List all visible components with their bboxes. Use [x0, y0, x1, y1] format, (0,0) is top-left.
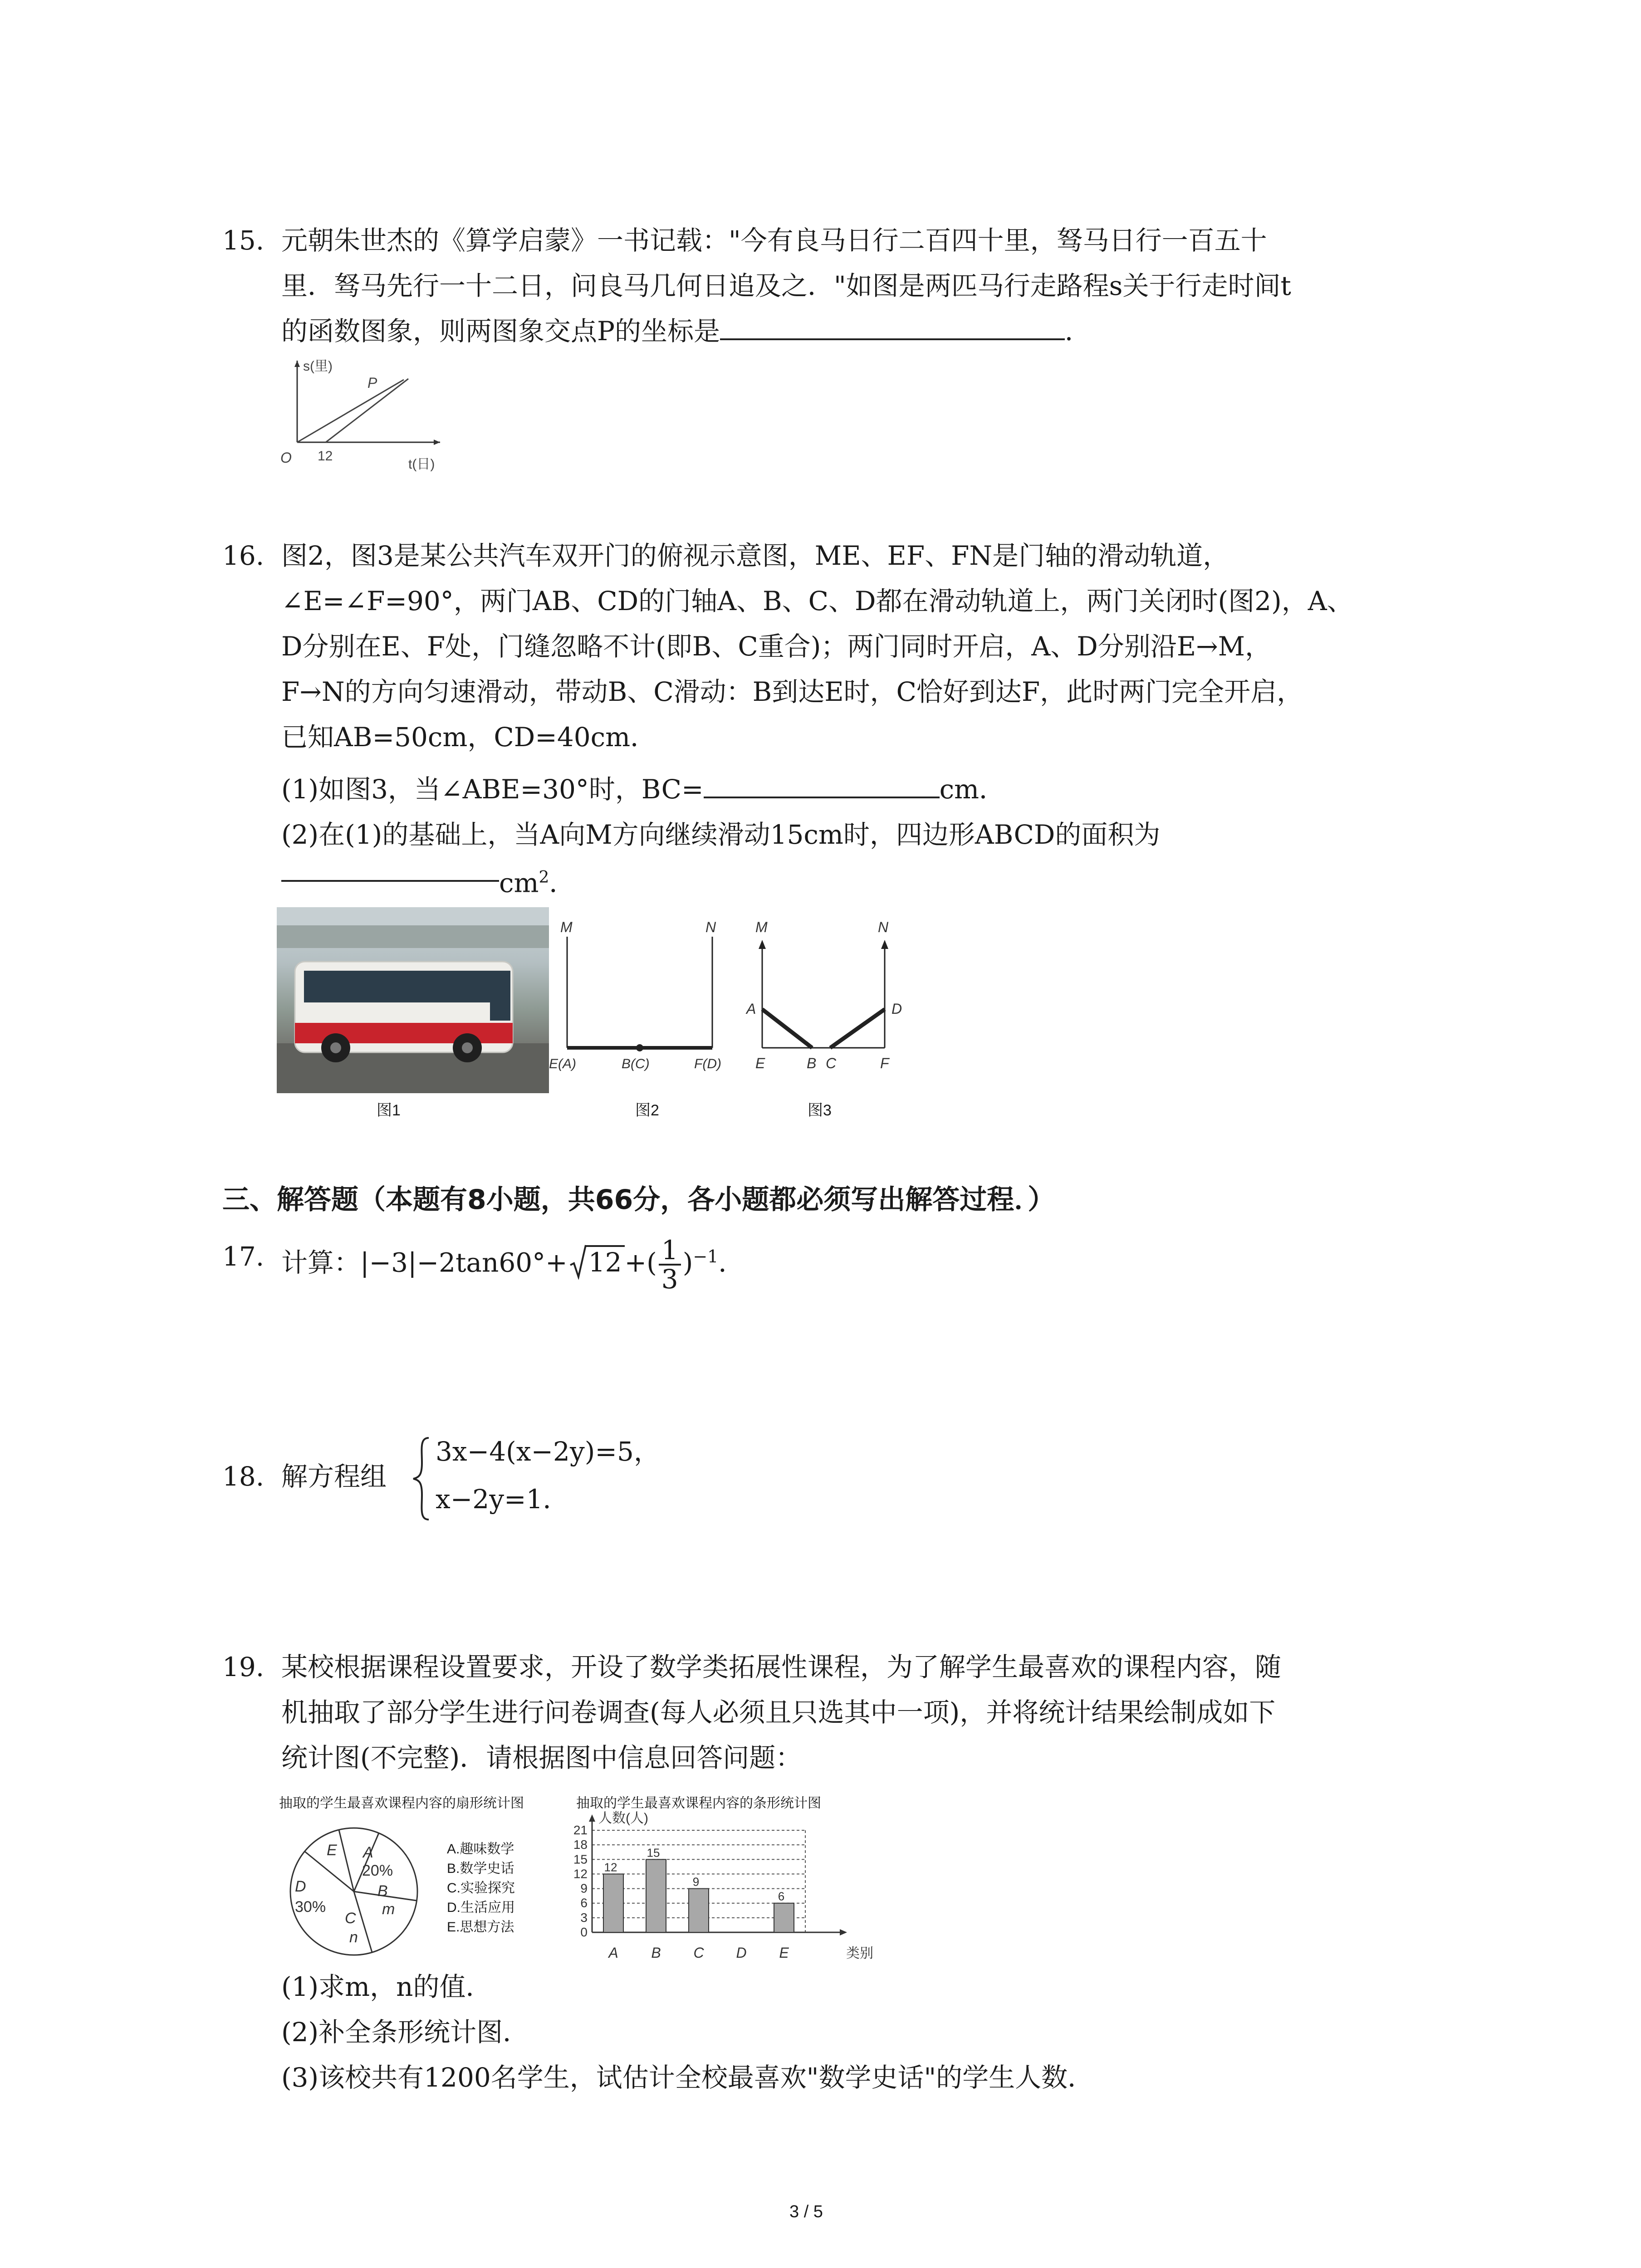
q15-graph: [272, 352, 463, 476]
q19-text-line2: 机抽取了部分学生进行问卷调查(每人必须且只选其中一项)，并将统计结果绘制成如下: [281, 1697, 1276, 1728]
y-tick-label: 18: [573, 1838, 588, 1852]
q15-text-line2: 里．驽马先行一十二日，问良马几何日追及之．"如图是两匹马行走路程s关于行走时间t: [281, 270, 1291, 301]
fig2-label-EA: E(A): [549, 1056, 576, 1071]
fig2-label-FD: F(D): [694, 1056, 721, 1071]
q18-eq2: x−2y=1．: [436, 1484, 569, 1515]
page-number: 3 / 5: [789, 2202, 823, 2221]
bar-value-label: 15: [647, 1846, 660, 1860]
pie-label-D: D: [295, 1878, 306, 1895]
q18-brace-icon: [411, 1436, 433, 1522]
category-label: E: [779, 1945, 789, 1961]
q19-pie-title: 抽取的学生最喜欢课程内容的扇形统计图: [279, 1796, 524, 1811]
q15-line3-text: 的函数图象，则两图象交点P的坐标是: [281, 316, 720, 347]
q16-figure1-bus-photo: [277, 907, 549, 1093]
q16-sub2-unit-cm: cm: [499, 867, 539, 899]
bar-C: [689, 1889, 709, 1932]
q19-number: 19.: [222, 1652, 265, 1682]
q16-sub1: [281, 767, 1005, 812]
legend-item-b: B.数学史话: [447, 1861, 514, 1876]
q16-sub2: (2)在(1)的基础上，当A向M方向继续滑动15cm时，四边形ABCD的面积为: [281, 819, 1161, 850]
pie-divider-E-A: [339, 1830, 354, 1892]
q16-fig1-caption: 图1: [377, 1102, 401, 1119]
q19-pie-chart: [281, 1823, 445, 1960]
q17-fraction: [659, 1237, 681, 1293]
pie-label-B: B: [377, 1882, 388, 1900]
legend-item-d: D.生活应用: [447, 1900, 515, 1915]
q17-plus: +(: [624, 1247, 657, 1278]
q17-end: ．: [718, 1247, 745, 1278]
y-tick-label: 15: [573, 1852, 588, 1867]
q19-bar-chart: [549, 1810, 903, 1978]
fig2-label-BC: B(C): [622, 1056, 650, 1071]
q16-sub2-unit-sup: 2: [539, 868, 549, 887]
q16-text-line1: 图2，图3是某公共汽车双开门的俯视示意图，ME、EF、FN是门轴的滑动轨道，: [281, 540, 1230, 571]
q15-end: ．: [1065, 316, 1092, 347]
legend-item-c: C.实验探究: [447, 1881, 515, 1896]
q19-bar-title: 抽取的学生最喜欢课程内容的条形统计图: [576, 1796, 821, 1811]
pie-label-B-val: m: [382, 1901, 395, 1918]
q16-text-line2: ∠E=∠F=90°，两门AB、CD的门轴A、B、C、D都在滑动轨道上，两门关闭时(图2)，A、: [281, 586, 1353, 616]
pie-label-A: A: [363, 1844, 373, 1861]
fig3-label-C: C: [826, 1055, 837, 1071]
q15-y-arrow: [294, 361, 300, 367]
q17-sqrt: [569, 1240, 625, 1285]
pie-label-E: E: [327, 1842, 337, 1859]
q15-line-slow: [297, 380, 404, 442]
pie-label-C-val: n: [349, 1929, 358, 1946]
q19-text-line3: 统计图(不完整)．请根据图中信息回答问题：: [281, 1742, 802, 1773]
fig3-label-F: F: [880, 1055, 889, 1071]
q17-radicand: 12: [586, 1245, 625, 1278]
fig2-label-N: N: [705, 919, 716, 935]
sqrt-radical-icon: [569, 1243, 588, 1280]
q16-figure3: [735, 912, 926, 1093]
fig3-label-M: M: [755, 919, 768, 935]
q16-fig3-caption: 图3: [808, 1102, 832, 1119]
bar-value-label: 9: [692, 1875, 700, 1889]
q19-sub3: (3)该校共有1200名学生，试估计全校最喜欢"数学史话"的学生人数．: [281, 2062, 1094, 2093]
q19-sub2: (2)补全条形统计图．: [281, 2017, 529, 2048]
y-axis-label: 人数(人): [598, 1811, 648, 1826]
fig3-label-E: E: [755, 1055, 765, 1071]
y-tick-label: 3: [580, 1910, 588, 1925]
q17-prefix: 计算：|−3|−2tan60°+: [281, 1247, 568, 1278]
q15-text-line1: 元朝朱世杰的《算学启蒙》一书记载："今有良马日行二百四十里，驽马日行一百五十: [281, 225, 1267, 256]
y-tick-label: 12: [573, 1867, 588, 1881]
q15-x-arrow: [434, 440, 440, 445]
q15-origin-label: O: [280, 450, 292, 466]
bar-A: [603, 1874, 623, 1932]
q18-eq1: 3x−4(x−2y)=5，: [436, 1436, 660, 1467]
fig3-label-D: D: [892, 1001, 902, 1017]
y-axis-arrow: [589, 1814, 595, 1822]
bar-value-label: 12: [604, 1860, 617, 1874]
q15-tick-label: 12: [318, 449, 333, 464]
category-label: D: [736, 1945, 747, 1961]
q15-text-line3: [281, 308, 1091, 354]
q15-answer-blank[interactable]: [720, 338, 1065, 340]
q15-y-label: s(里): [303, 359, 333, 374]
category-label: B: [651, 1945, 661, 1961]
category-label: A: [608, 1945, 618, 1961]
q17-number: 17.: [222, 1241, 265, 1272]
bar-E: [774, 1903, 794, 1932]
y-tick-label: 0: [580, 1925, 588, 1939]
q16-text-line4: F→N的方向匀速滑动，带动B、C滑动：B到达E时，C恰好到达F，此时两门完全开启，: [281, 676, 1303, 707]
x-axis-arrow: [840, 1929, 847, 1936]
q16-sub2-end: ．: [549, 867, 576, 899]
q17-frac-den: 3: [661, 1264, 678, 1295]
bar-B: [646, 1859, 666, 1932]
category-label: C: [693, 1945, 704, 1961]
y-tick-label: 9: [580, 1881, 588, 1896]
q16-fig2-caption: 图2: [635, 1102, 659, 1119]
fig3-label-N: N: [878, 919, 889, 935]
q19-legend: [447, 1839, 515, 1937]
fig3-label-B: B: [807, 1055, 817, 1071]
q18-prefix: 解方程组: [281, 1461, 387, 1492]
q16-sub2-unit: [499, 855, 575, 905]
q16-text-line5: 已知AB=50cm，CD=40cm．: [281, 722, 657, 753]
bar-value-label: 6: [778, 1889, 785, 1903]
q16-text-line3: D分别在E、F处，门缝忽略不计(即B、C重合)；两门同时开启，A、D分别沿E→M，: [281, 631, 1272, 662]
q19-text-line1: 某校根据课程设置要求，开设了数学类拓展性课程，为了解学生最喜欢的课程内容，随: [281, 1652, 1282, 1682]
y-tick-label: 6: [580, 1896, 588, 1910]
q15-line-fast: [326, 379, 408, 442]
q15-number: 15.: [222, 225, 265, 256]
q16-sub1-blank[interactable]: [704, 797, 940, 798]
x-axis-label: 类别: [846, 1946, 873, 1961]
q17-exp: −1: [693, 1246, 719, 1266]
fig3-label-A: A: [746, 1001, 756, 1017]
q15-point-label: P: [367, 375, 377, 391]
q17-close: ): [682, 1247, 693, 1278]
pie-label-C: C: [345, 1910, 356, 1927]
y-tick-label: 21: [573, 1823, 588, 1837]
q17-expression: [281, 1234, 745, 1293]
q15-x-label: t(日): [408, 457, 435, 472]
q18-number: 18.: [222, 1461, 265, 1492]
pie-label-A-pct: 20%: [362, 1862, 393, 1879]
q16-sub1-prefix: (1)如图3，当∠ABE=30°时，BC=: [281, 774, 704, 805]
q16-number: 16.: [222, 540, 265, 571]
fig2-label-M: M: [560, 919, 573, 935]
legend-item-a: A.趣味数学: [447, 1842, 514, 1857]
section3-heading: 三、解答题（本题有8小题，共66分，各小题都必须写出解答过程．）: [222, 1184, 1055, 1216]
q16-sub1-suffix: cm．: [939, 774, 1006, 805]
q17-frac-num: 1: [659, 1237, 681, 1266]
q16-figure2: [540, 912, 740, 1093]
legend-item-e: E.思想方法: [447, 1920, 514, 1935]
pie-label-D-pct: 30%: [295, 1898, 326, 1916]
q19-sub1: (1)求m，n的值．: [281, 1971, 492, 2002]
q16-sub2-blank[interactable]: [281, 880, 499, 882]
